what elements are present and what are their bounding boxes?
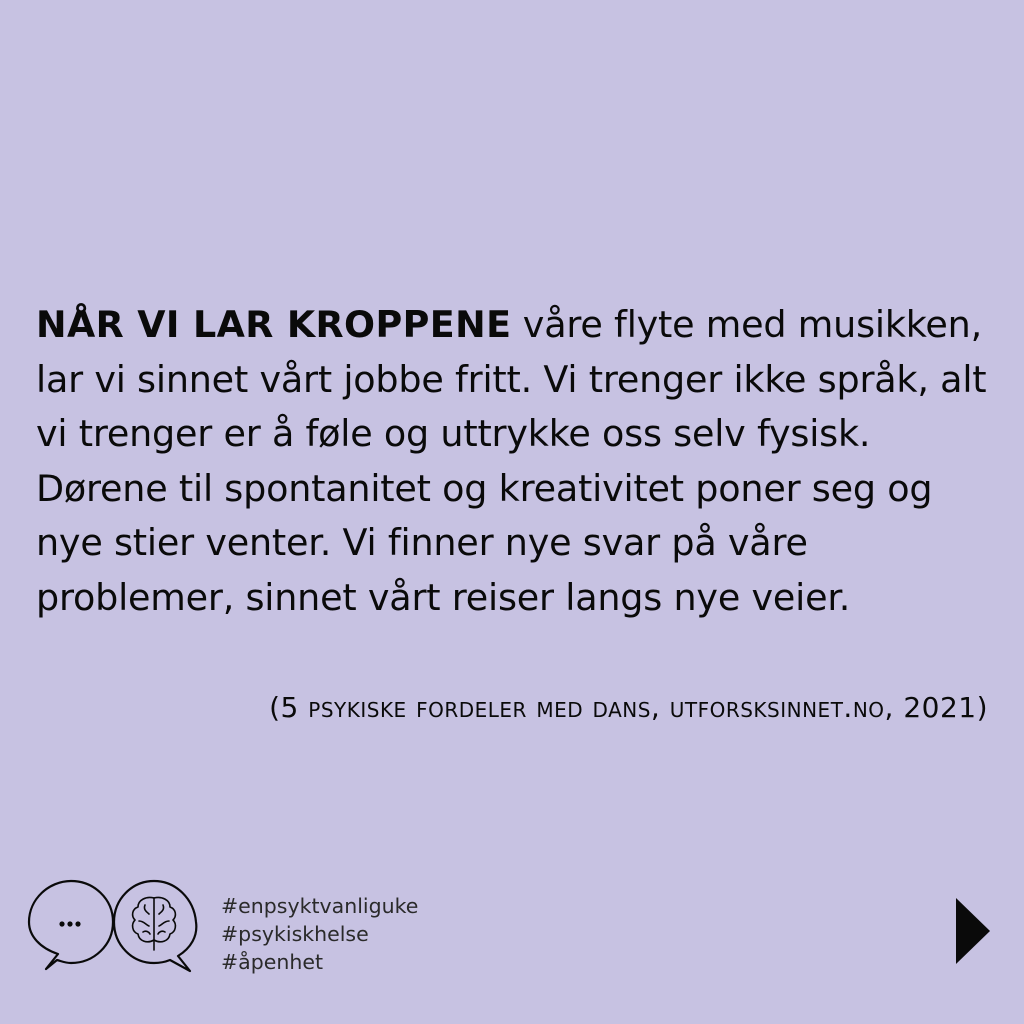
quote-text — [36, 298, 996, 625]
hashtag-list — [221, 892, 418, 976]
ellipsis-dot — [75, 921, 80, 926]
next-arrow-icon[interactable] — [956, 898, 990, 964]
brain-icon — [133, 897, 176, 950]
hashtag: #åpenhet — [221, 950, 323, 974]
right-bubble-shape — [114, 881, 196, 971]
speech-bubbles-brain-icon — [26, 876, 198, 976]
quote-lead: NÅR VI LAR KROPPENE — [36, 303, 512, 346]
ellipsis-dot — [59, 921, 64, 926]
hashtag: #psykiskhelse — [221, 922, 369, 946]
quote-source: (5 psykiske fordeler med dans, utforsksinnet.no, 2021) — [269, 691, 988, 724]
ellipsis-dot — [67, 921, 72, 926]
hashtag: #enpsyktvanliguke — [221, 894, 419, 918]
quote-body: våre flyte med musikken, lar vi sinnet vårt jobbe fritt. Vi trenger ikke språk, alt vi trenger er å føle og uttrykke oss selv fysisk. Dørene til spontanitet og kreativitet poner seg og nye stier venter. Vi finner nye svar på våre problemer, sinnet vårt reiser langs nye veier. — [36, 303, 987, 619]
